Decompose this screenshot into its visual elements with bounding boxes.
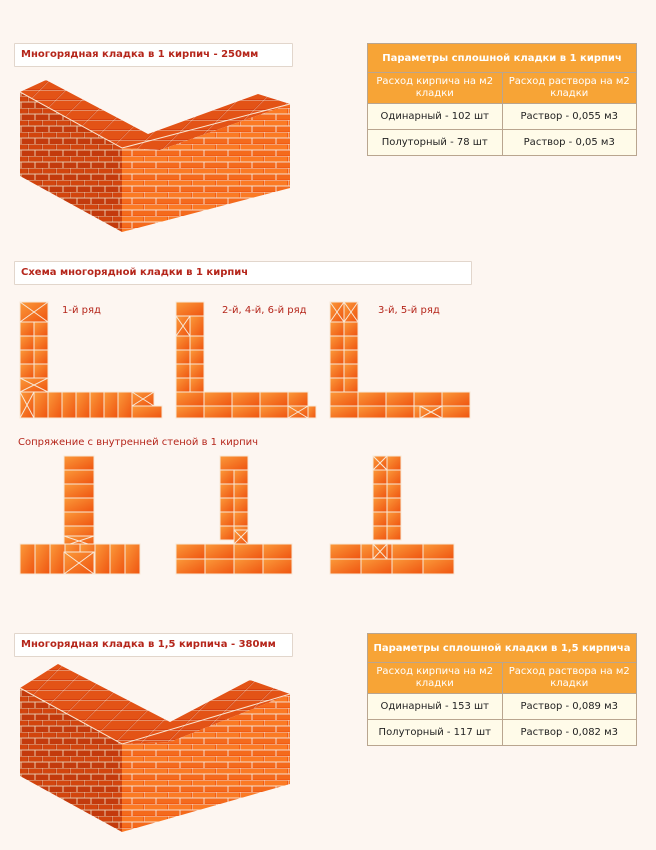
brick	[205, 559, 234, 574]
brick	[442, 392, 470, 406]
brick-cell: Полуторный - 117 шт	[368, 720, 503, 746]
brick	[392, 544, 423, 559]
row2-label: 2-й, 4-й, 6-й ряд	[222, 305, 307, 316]
brick	[232, 392, 260, 406]
brick	[263, 544, 292, 559]
col-brick-header: Расход кирпича на м2 кладки	[368, 73, 503, 104]
brick	[176, 350, 190, 364]
brick	[234, 512, 248, 526]
brick	[176, 559, 205, 574]
brick	[234, 484, 248, 498]
table-row	[368, 694, 637, 720]
brick	[64, 512, 94, 526]
brick	[104, 392, 118, 418]
brick	[190, 316, 204, 336]
brick	[330, 559, 361, 574]
brick	[176, 406, 204, 418]
mortar-cell: Раствор - 0,05 м3	[502, 130, 637, 156]
brick	[330, 350, 344, 364]
brick	[344, 350, 358, 364]
brick	[387, 526, 401, 540]
section2-title: Многорядная кладка в 1,5 кирпича - 380мм	[14, 633, 293, 657]
brick	[330, 336, 344, 350]
brick	[373, 526, 387, 540]
brick	[423, 559, 454, 574]
schema-title: Схема многорядной кладки в 1 кирпич	[14, 261, 472, 285]
brick	[220, 456, 248, 470]
brick-cell: Полуторный - 78 шт	[368, 130, 503, 156]
brick	[234, 470, 248, 484]
brick	[308, 406, 316, 418]
brick	[234, 544, 263, 559]
brick	[64, 470, 94, 484]
brick	[176, 544, 205, 559]
brick-cell: Одинарный - 102 шт	[368, 104, 503, 130]
brick	[330, 378, 344, 392]
brick	[190, 378, 204, 392]
brick	[20, 544, 35, 574]
table-header: Параметры сплошной кладки в 1 кирпич	[368, 44, 637, 73]
brick	[34, 322, 48, 336]
brick	[90, 392, 104, 418]
brick	[20, 350, 34, 364]
brick	[176, 364, 190, 378]
brick	[34, 392, 48, 418]
brick	[387, 484, 401, 498]
row3-label: 3-й, 5-й ряд	[378, 305, 440, 316]
brick	[232, 406, 260, 418]
table-row	[368, 720, 637, 746]
brick	[20, 364, 34, 378]
brick	[330, 322, 344, 336]
brick	[220, 484, 234, 498]
col-mortar-header: Расход раствора на м2 кладки	[502, 663, 637, 694]
row1-label: 1-й ряд	[62, 305, 101, 316]
brick	[386, 392, 414, 406]
brick	[387, 456, 401, 470]
brick	[220, 512, 234, 526]
brick	[358, 392, 386, 406]
brick	[344, 336, 358, 350]
brick	[344, 322, 358, 336]
brick	[110, 544, 125, 574]
brick	[361, 559, 392, 574]
brick	[190, 336, 204, 350]
brick	[330, 364, 344, 378]
brick	[95, 544, 110, 574]
brick	[288, 392, 308, 406]
table-header: Параметры сплошной кладки в 1,5 кирпича	[368, 634, 637, 663]
brick	[125, 544, 140, 574]
brick	[344, 378, 358, 392]
brick	[20, 336, 34, 350]
brick	[373, 512, 387, 526]
brick	[118, 392, 132, 418]
col-mortar-header: Расход раствора на м2 кладки	[502, 73, 637, 104]
mortar-cell: Раствор - 0,055 м3	[502, 104, 637, 130]
brick	[423, 544, 454, 559]
brick	[176, 336, 190, 350]
brick-cell: Одинарный - 153 шт	[368, 694, 503, 720]
brick	[35, 544, 50, 574]
brick	[330, 406, 358, 418]
brick	[330, 392, 358, 406]
brick	[260, 406, 288, 418]
brick	[34, 364, 48, 378]
brick	[76, 392, 90, 418]
brick	[414, 392, 442, 406]
brick	[234, 559, 263, 574]
brick	[373, 498, 387, 512]
brick	[64, 498, 94, 512]
brick	[387, 512, 401, 526]
brick	[50, 544, 65, 574]
brick	[260, 392, 288, 406]
brick	[220, 498, 234, 512]
brick	[386, 406, 414, 418]
junction-caption: Сопряжение с внутренней стеной в 1 кирпич	[18, 437, 259, 448]
brick	[176, 392, 204, 406]
section1-title: Многорядная кладка в 1 кирпич - 250мм	[14, 43, 293, 67]
brick	[330, 544, 361, 559]
brick	[64, 484, 94, 498]
brick	[392, 559, 423, 574]
brick	[20, 322, 34, 336]
brick	[373, 484, 387, 498]
brick	[220, 526, 234, 540]
brick	[442, 406, 470, 418]
brick	[358, 406, 386, 418]
brick	[204, 392, 232, 406]
section2-params-table	[367, 633, 637, 746]
brick	[220, 470, 234, 484]
brick	[205, 544, 234, 559]
brick	[190, 350, 204, 364]
brick	[387, 470, 401, 484]
brick	[34, 336, 48, 350]
brick	[62, 392, 76, 418]
brick	[387, 498, 401, 512]
brick	[234, 498, 248, 512]
brick	[263, 559, 292, 574]
col-brick-header: Расход кирпича на м2 кладки	[368, 663, 503, 694]
brick	[132, 406, 162, 418]
mortar-cell: Раствор - 0,082 м3	[502, 720, 637, 746]
brick	[176, 378, 190, 392]
brick	[34, 350, 48, 364]
brick	[204, 406, 232, 418]
brick	[373, 470, 387, 484]
brick	[48, 392, 62, 418]
brick	[176, 302, 204, 316]
brick	[344, 364, 358, 378]
brick	[190, 364, 204, 378]
mortar-cell: Раствор - 0,089 м3	[502, 694, 637, 720]
brick	[64, 456, 94, 470]
